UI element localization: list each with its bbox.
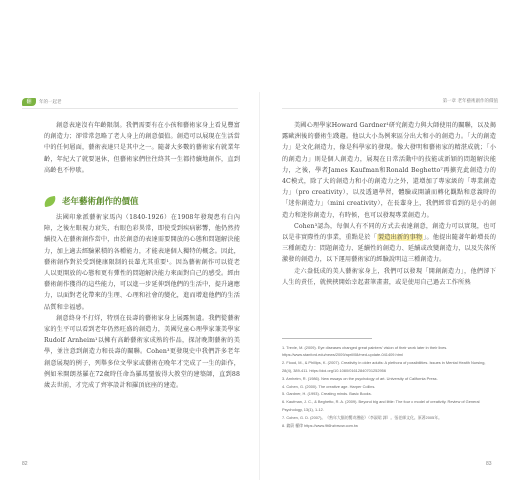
footnote: 8. 翁蔚 權律 https://www.9t6hzbrsvw.com.tw — [282, 422, 358, 428]
left-intro-paragraph — [44, 120, 240, 176]
right-paragraph-2-end: 」。他提出隨著年齡增長的三種創造力：問題創造力、延續性的創造力、延續或改變創造力，以及失落所激發的創造力，以下運用藝術家的經驗說明這三種創造力。 — [282, 234, 497, 264]
right-paragraph-1: 美國心理學家Howard Gardner¹研究創造力與大師使用的關聯，以及揭露歐洲後的藝術生踐趨。他以大小為例來區分出大和小的創造力。「大的創造力」是文化創造力，像是科學家的發現。像大發明和藝術家的精湛成就；「小的創造力」則是個人創造力，展現在日常活動中的技能或新穎的問題解決能力，之後，學者James Kaufman和Ronald Beghetto⁷再擴充此創造力的4C模式，除了大的創造力和小的創造力之外，還增加了專家級的「專業創造力」（pro creativity），以及透過學習，體驗或開讀而轉化觀點和意義時的「迷你創造力」（mini creativity），在長輩身上，我們經常看到的是小的創造力和迷你創造力，有時候，也可以發現專業創造力。 — [282, 122, 496, 219]
right-header-rule — [282, 108, 498, 109]
right-page-number: 83 — [486, 461, 492, 467]
left-body-paragraphs — [44, 212, 240, 391]
footnote-rule — [282, 338, 372, 339]
leaf-icon — [43, 195, 57, 206]
highlighted-phrase: 製造出新的事物 — [377, 234, 423, 242]
footnote: 7. Cohen, G. D. (2007)。《熟年大腦的驚奇潛能》（李淑珺 譯）。張老師文化。原著2005年。 — [282, 414, 442, 420]
footnote: 6. Kaufman, J. C., & Beghetto, R. A. (2009). Beyond big and little: The four c model of creativity. Review of General Psychology, 13(1), 1-12. — [282, 399, 480, 412]
footnotes — [282, 344, 496, 429]
left-page-number: 82 — [22, 461, 28, 467]
book-logo-icon: 翻 — [22, 98, 36, 106]
right-body-paragraphs — [282, 120, 496, 288]
left-paragraph-1: 法國印象派藝術家馬內（1840-1926）在1908年發現患有白內障，之後左眼視力衰失，右眼色彩異常，即使受到疾病影響，他仍然持續投入在藝術創作當中，由於創意的表達需要開放的心態和問題解決能力，加上適去經驗累積的各種能力，才能表達個人獨特的概念。因此，藝術創作對於受到健康限制的長輩尤其重要¹。因為藝術創作可以從老人以更開放的心態和更有彈性的問題解決能力來面對自己的感受。經由藝術創作獲得的這些能力，可以進一步延伸到他們的生活中，提升適應力，以面對老化帶來的生理、心理和社會的變化，進而增進他們的生活品質和幸福感。 — [44, 214, 240, 311]
right-running-header: 第一章 老年藝術創作的價值 — [442, 99, 498, 104]
section-title: 老年藝術創作的價值 — [62, 197, 139, 207]
left-paragraph-2: 創意終身不打烊，特別在長壽的藝術家身上展露無遺。我們從藝術家的生平可以看到老年仍然旺盛的創造力，美國兒童心理學家兼美學家Rudolf Arnheim¹以擁有高齡藝術家成熟的作品，探討晚期藝術的美學，並注意到創造力和長壽的關聯。Cohen³更發現史中我們許多老年創意展現的例子，列舉多位文學家或藝術在晚年才完成了一生的鉅作，例如米開朗基羅在72歲時任命為羅馬聖彼得大教堂的建築師，直到88歲去世前，才完成了齊寧設計和羅頂底座的建造。 — [44, 314, 240, 390]
footnote: 5. Gardner, H. (1993). Creating minds. Basic Books. — [282, 391, 372, 397]
left-header-rule — [22, 108, 238, 109]
right-paragraph-3: 走六盎低成的美人藝術家身上，我們可以發現「開創創造力」，他們卻下人生的責任，就挾挾開始幸起畫筆畫畫，或是使用自己過去工作所熟 — [282, 267, 496, 286]
intro-text: 創意表達沒有年齡限制。我們需要有在小孩和藝術家身上看見豐富的創造力；卻常常忽略了老人身上的創意價值。創造可以展現在生活當中的任何層面，藝術表達只是其中之一。隨著大多數的藝術家有就業年齡，年紀大了就要退休，但藝術家們往往終其一生都持續地創作，直到高齡也不停歇。 — [44, 122, 240, 174]
footnote: 3. Arnheim, R. (1986). New essays on the psychology of art. University of California Press. — [282, 375, 438, 381]
footnote: 2. Flood, M., & Phillips, K. (2007). Creativity in older adults: A plethora of possibilities. Issues in Mental Health Nursing, 28(4), 389-411. https://doi.org/10.1080/01612840701252956 — [282, 360, 486, 373]
footnote: 1. Trevle, M. (2009). Eye diseases changed great painters' vision of their work later in their lives. https://www.stanford.edu/news/2009/april/08/med-update-041409.html — [282, 345, 448, 358]
section-heading — [44, 195, 139, 207]
left-running-title: 年的一起老 — [39, 100, 62, 105]
left-running-header — [22, 98, 62, 106]
right-paragraph-2-start: Cohen³認為，每個人有不同的方式去表達創意，創造力可以實現，也可以是非實際性的事業，重點是於「 — [282, 222, 496, 242]
right-paragraph-2 — [282, 221, 496, 266]
footnote: 4. Cohen, G. (2000). The creative age. Harper Collins. — [282, 383, 376, 389]
